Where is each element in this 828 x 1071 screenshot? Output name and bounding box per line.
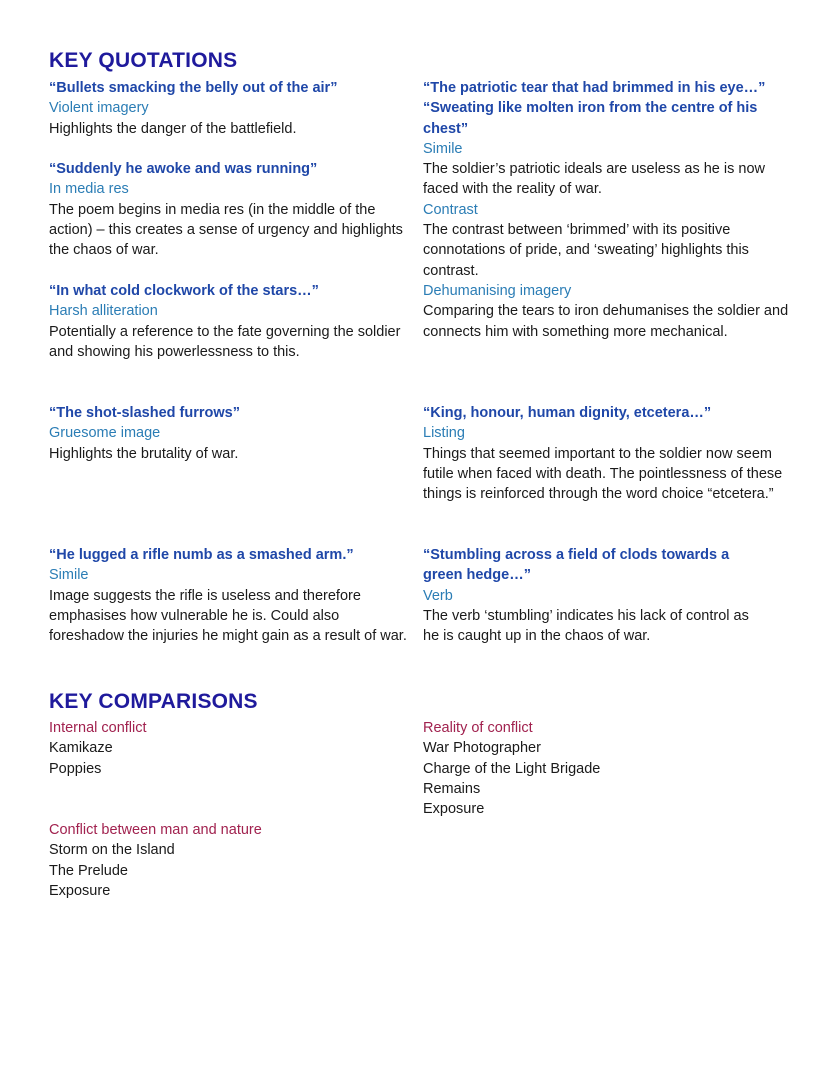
comparison-poem: Exposure — [49, 882, 111, 899]
comparison-poem: Storm on the Island — [49, 842, 175, 859]
analysis-text: The soldier’s patriotic ideals are useless as he is now faced with the reality of war. — [423, 161, 765, 198]
quotation-block — [49, 78, 409, 139]
comparison-poem: Exposure — [423, 801, 485, 818]
comparison-group — [49, 718, 409, 779]
quotation-block — [49, 403, 409, 464]
comparison-poem: Poppies — [49, 760, 102, 777]
analysis-text: The poem begins in media res (in the middle of the action) – this creates a sense of urgency and highlights the chaos of war. — [49, 201, 403, 259]
technique-label: Contrast — [423, 201, 478, 218]
comparison-poem: Charge of the Light Brigade — [423, 760, 601, 777]
technique-label: Harsh alliteration — [49, 303, 158, 320]
quotation-block — [49, 281, 409, 362]
quotation-block — [423, 78, 793, 342]
comparison-poem: War Photographer — [423, 740, 541, 757]
comparison-category: Conflict between man and nature — [49, 822, 262, 838]
analysis-text: Things that seemed important to the soldier now seem futile when faced with death. The pointlessness of these things is reinforced through the word choice “etcetera.” — [423, 445, 783, 503]
quotation-text: “In what cold clockwork of the stars…” — [49, 283, 319, 299]
comparison-category: Reality of conflict — [423, 720, 533, 736]
comparison-group — [49, 820, 409, 901]
analysis-text: Highlights the brutality of war. — [49, 445, 239, 462]
quotation-block — [423, 545, 768, 646]
technique-label: Simile — [423, 140, 463, 157]
comparison-group — [423, 718, 793, 819]
technique-label: Verb — [423, 587, 453, 604]
quotation-text: “Stumbling across a field of clods towards a green hedge…” — [423, 547, 730, 584]
quotation-text: “Suddenly he awoke and was running” — [49, 161, 318, 177]
comparison-poem: The Prelude — [49, 862, 128, 879]
quotation-block — [423, 403, 793, 504]
analysis-text: Potentially a reference to the fate governing the soldier and showing his powerlessness to this. — [49, 323, 401, 360]
technique-label: Listing — [423, 425, 465, 442]
quotation-block — [49, 545, 409, 646]
quotation-text: “The shot-slashed furrows” — [49, 405, 240, 421]
quotation-text: “King, honour, human dignity, etcetera…” — [423, 405, 712, 421]
quotation-text: “Bullets smacking the belly out of the air” — [49, 80, 338, 96]
technique-label: Simile — [49, 567, 89, 584]
analysis-text: Comparing the tears to iron dehumanises the soldier and connects him with something more mechanical. — [423, 303, 789, 340]
quotation-text: “The patriotic tear that had brimmed in his eye…” — [423, 80, 766, 96]
quotation-text: “Sweating like molten iron from the centre of his chest” — [423, 100, 758, 137]
analysis-text: Image suggests the rifle is useless and therefore emphasises how vulnerable he is. Could also foreshadow the injuries he might gain as a result of war. — [49, 587, 407, 645]
comparison-category: Internal conflict — [49, 720, 147, 736]
comparison-poem: Remains — [423, 780, 481, 797]
key-comparisons-heading: KEY COMPARISONS — [49, 690, 258, 713]
comparison-poem: Kamikaze — [49, 740, 113, 757]
analysis-text: Highlights the danger of the battlefield. — [49, 120, 297, 137]
quotation-block — [49, 159, 409, 260]
technique-label: Dehumanising imagery — [423, 282, 572, 299]
key-quotations-heading: KEY QUOTATIONS — [49, 49, 238, 72]
analysis-text: The verb ‘stumbling’ indicates his lack of control as he is caught up in the chaos of war. — [423, 607, 749, 645]
technique-label: Gruesome image — [49, 425, 161, 442]
technique-label: In media res — [49, 181, 129, 198]
quotation-text: “He lugged a rifle numb as a smashed arm.” — [49, 547, 354, 563]
technique-label: Violent imagery — [49, 100, 149, 117]
analysis-text: The contrast between ‘brimmed’ with its positive connotations of pride, and ‘sweating’ highlights this contrast. — [423, 222, 749, 279]
